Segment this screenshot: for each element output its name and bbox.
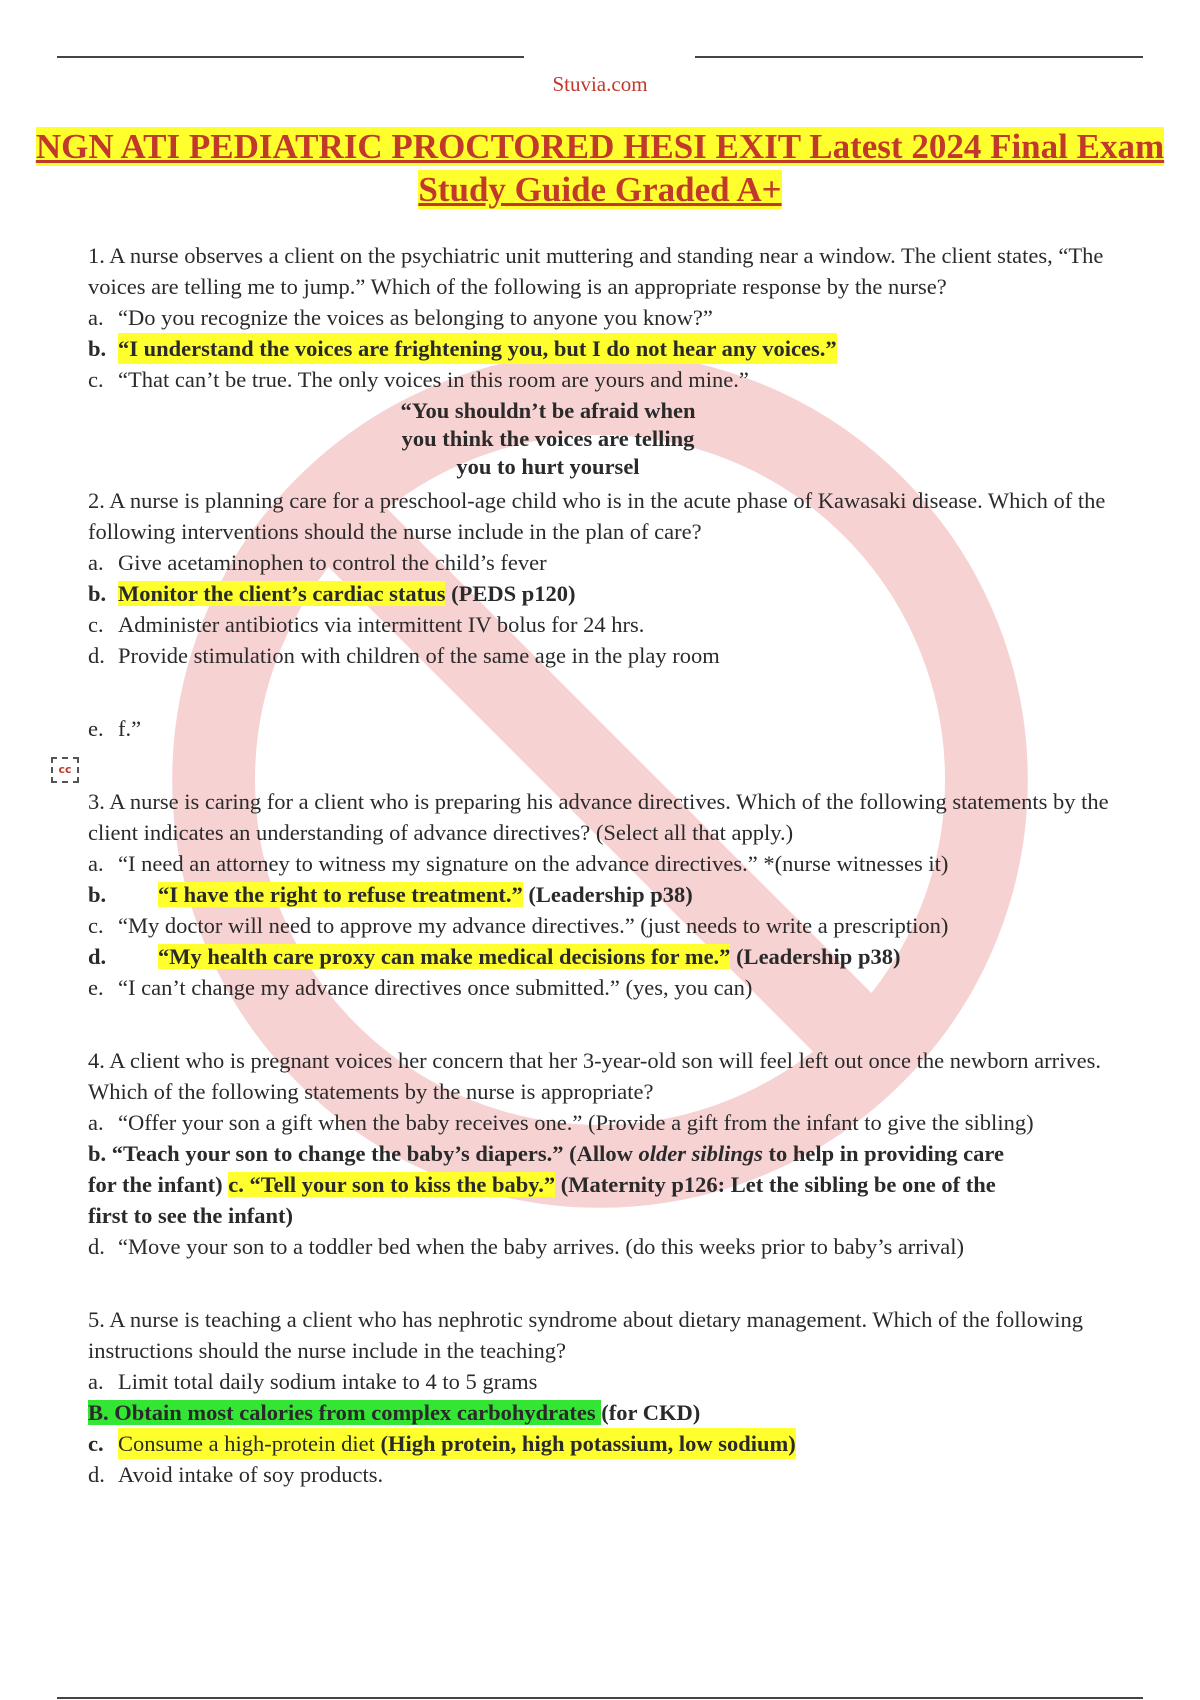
footer-rule bbox=[57, 1697, 1143, 1699]
question-4-options-b-c: b. “Teach your son to change the baby’s diapers.” (Allow older siblings to help in providing care for the infant) c. “Tell your son to kiss the baby.” (Maternity p126: Let the sibling be one of the first to see the infant) bbox=[88, 1141, 1004, 1228]
question-2-option-e: e. f.” bbox=[88, 716, 142, 741]
question-4-option-a: a. “Offer your son a gift when the baby receives one.” (Provide a gift from the infant to give the sibling) bbox=[88, 1110, 1034, 1135]
question-2-option-d: d. Provide stimulation with children of the same age in the play room bbox=[88, 643, 720, 668]
question-3-option-c: c. “My doctor will need to approve my advance directives.” (just needs to write a prescription) bbox=[88, 913, 949, 938]
question-5-option-d: d. Avoid intake of soy products. bbox=[88, 1462, 384, 1487]
document-title-line1: NGN ATI PEDIATRIC PROCTORED HESI EXIT Latest 2024 Final Exam bbox=[35, 127, 1165, 166]
question-5-option-c: c. Consume a high-protein diet (High protein, high potassium, low sodium) bbox=[88, 1428, 1148, 1459]
question-3-option-b: b. “I have the right to refuse treatment.” (Leadership p38) bbox=[88, 882, 693, 907]
question-5-option-a: a. Limit total daily sodium intake to 4 to 5 grams bbox=[88, 1369, 538, 1394]
question-2-option-a: a. Give acetaminophen to control the child’s fever bbox=[88, 550, 547, 575]
question-5-option-b: B. Obtain most calories from complex carbohydrates (for CKD) bbox=[88, 1400, 701, 1425]
question-4-stem: 4. A client who is pregnant voices her concern that her 3-year-old son will feel left out once the newborn arrives. Which of the following statements by the nurse is appropriate? bbox=[88, 1048, 1101, 1104]
question-1-stem: 1. A nurse observes a client on the psychiatric unit muttering and standing near a window. The client states, “The voices are telling me to jump.” Which of the following is an appropriate response by the nurse? bbox=[88, 243, 1104, 299]
question-list bbox=[88, 240, 1148, 1490]
site-name: Stuvia.com bbox=[552, 72, 648, 96]
question-3-option-d: d. “My health care proxy can make medical decisions for me.” (Leadership p38) bbox=[88, 944, 901, 969]
cc-badge-icon: cc bbox=[51, 757, 79, 783]
question-3-option-e: e. “I can’t change my advance directives once submitted.” (yes, you can) bbox=[88, 975, 753, 1000]
question-1-option-a: a. “Do you recognize the voices as belonging to anyone you know?” bbox=[88, 305, 713, 330]
header-rule-left bbox=[57, 56, 524, 58]
question-1-option-b: b. “I understand the voices are frightening you, but I do not hear any voices.” bbox=[88, 333, 1148, 364]
question-1-note: “You shouldn’t be afraid when you think the voices are telling you to hurt yoursel bbox=[400, 398, 696, 479]
question-2-option-b: b. Monitor the client’s cardiac status (PEDS p120) bbox=[88, 581, 576, 606]
document-title-line2: Study Guide Graded A+ bbox=[418, 170, 782, 209]
question-1-option-c: c. “That can’t be true. The only voices in this room are yours and mine.” bbox=[88, 367, 749, 392]
question-4-option-d: d. “Move your son to a toddler bed when the baby arrives. (do this weeks prior to baby’s arrival) bbox=[88, 1234, 965, 1259]
question-2-option-c: c. Administer antibiotics via intermittent IV bolus for 24 hrs. bbox=[88, 612, 645, 637]
question-2-stem: 2. A nurse is planning care for a preschool-age child who is in the acute phase of Kawasaki disease. Which of the following interventions should the nurse include in the plan of care? bbox=[88, 488, 1106, 544]
question-5-stem: 5. A nurse is teaching a client who has nephrotic syndrome about dietary management. Which of the following instructions should the nurse include in the teaching? bbox=[88, 1307, 1083, 1363]
question-3-stem: 3. A nurse is caring for a client who is preparing his advance directives. Which of the following statements by the client indicates an understanding of advance directives? (Select all that apply.) bbox=[88, 789, 1109, 845]
header-rule-right bbox=[695, 56, 1143, 58]
question-3-option-a: a. “I need an attorney to witness my signature on the advance directives.” *(nurse witnesses it) bbox=[88, 851, 949, 876]
